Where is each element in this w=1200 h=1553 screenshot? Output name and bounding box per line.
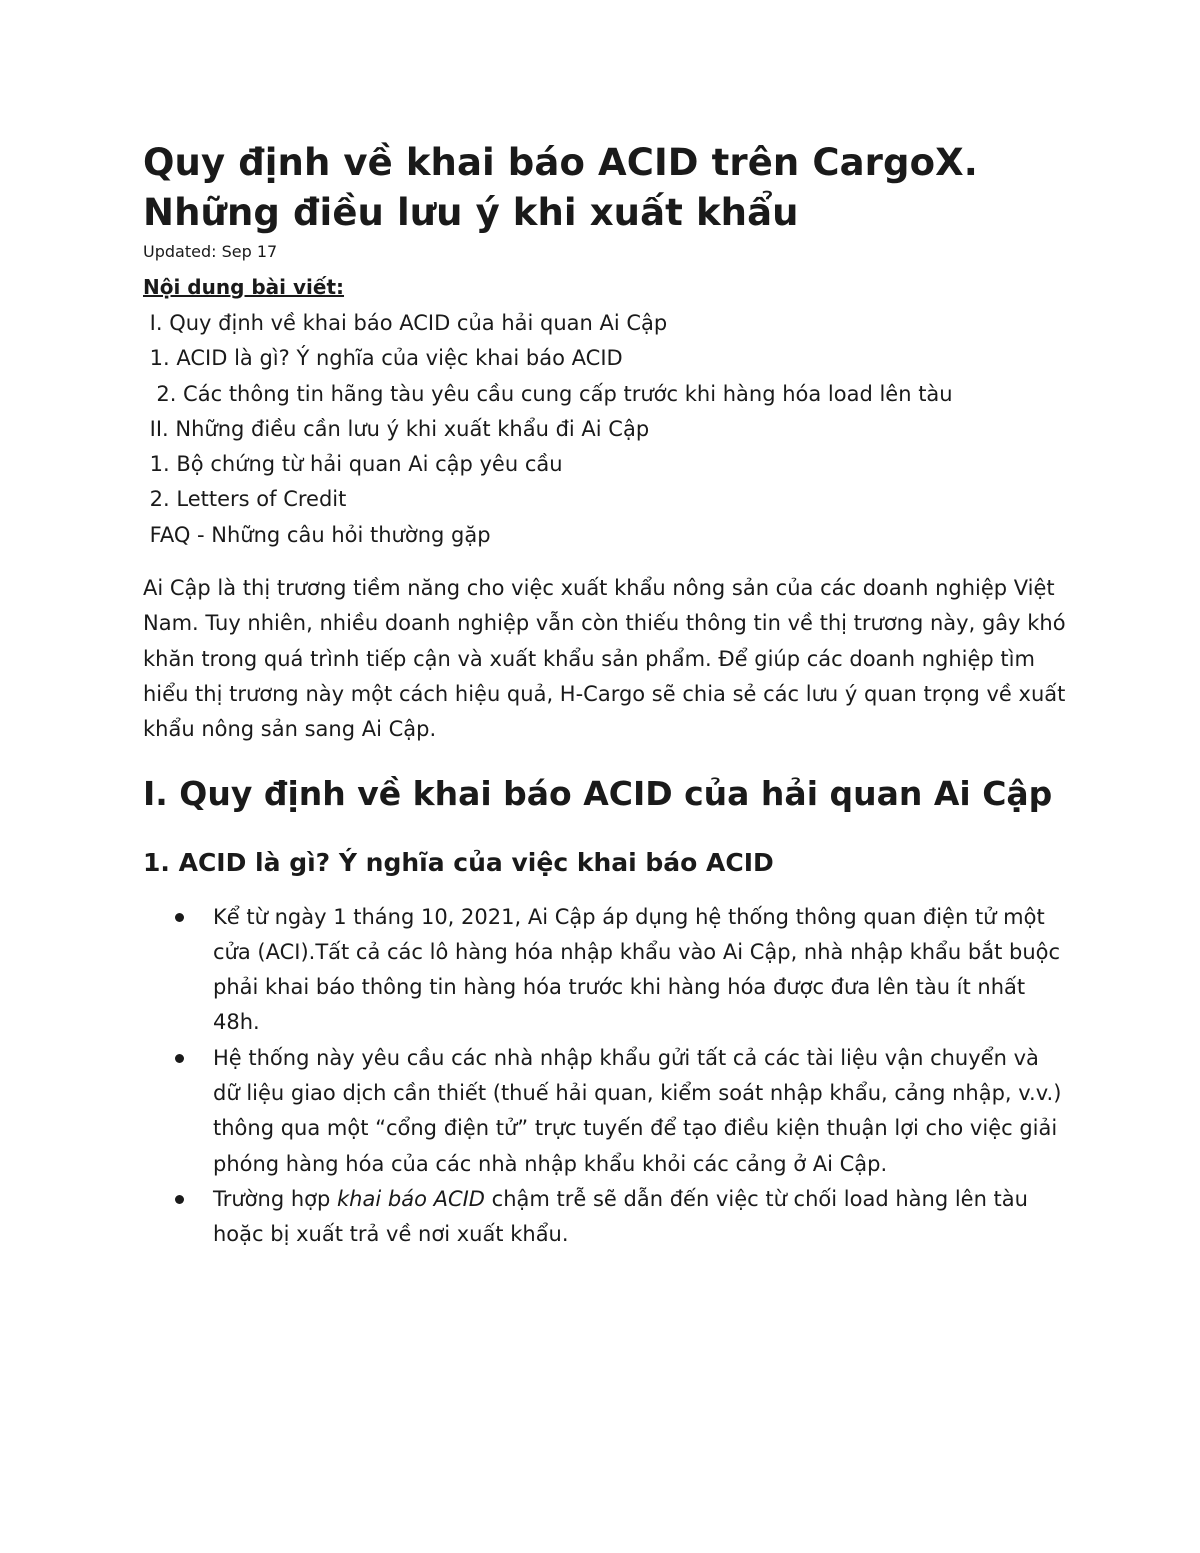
bullet-text: Kể từ ngày 1 tháng 10, 2021, Ai Cập áp dụng hệ thống thông quan điện tử một cửa (ACI).Tất cả các lô hàng hóa nhập khẩu vào Ai Cập, nhà nhập khẩu bắt buộc phải khai báo thông tin hàng hóa trước khi hàng hóa được đưa lên tàu ít nhất 48h. — [213, 904, 1061, 1035]
bullet-list — [143, 900, 1073, 1253]
toc-item[interactable]: 2. Các thông tin hãng tàu yêu cầu cung cấp trước khi hàng hóa load lên tàu — [143, 381, 953, 406]
bullet-dot-icon — [175, 913, 184, 922]
toc-item[interactable]: FAQ - Những câu hỏi thường gặp — [143, 522, 491, 547]
bullet-text-start: Trường hợp — [213, 1186, 338, 1211]
toc-item[interactable]: 1. ACID là gì? Ý nghĩa của việc khai báo ACID — [143, 346, 623, 371]
intro-paragraph: Ai Cập là thị trương tiềm năng cho việc xuất khẩu nông sản của các doanh nghiệp Việt Nam. Tuy nhiên, nhiều doanh nghiệp vẫn còn thiếu thông tin về thị trương này, gây khó khăn trong quá trình tiếp cận và xuất khẩu sản phẩm. Để giúp các doanh nghiệp tìm hiểu thị trương này một cách hiệu quả, H-Cargo sẽ chia sẻ các lưu ý quan trọng về xuất khẩu nông sản sang Ai Cập. — [143, 576, 1066, 742]
bullet-item — [213, 1182, 1073, 1253]
bullet-item — [213, 900, 1073, 1041]
toc-item[interactable]: 1. Bộ chứng từ hải quan Ai cập yêu cầu — [143, 452, 563, 477]
bullet-item — [213, 1041, 1073, 1182]
section-heading: I. Quy định về khai báo ACID của hải quan Ai Cập — [143, 773, 1053, 813]
bullet-text-end: chậm trễ sẽ dẫn đến việc từ chối load hàng lên tàu hoặc bị xuất trả về nơi xuất khẩu. — [213, 1186, 1028, 1247]
bullet-emphasis: khai báo ACID — [337, 1186, 485, 1211]
toc-item[interactable]: 2. Letters of Credit — [143, 487, 347, 512]
toc-heading: Nội dung bài viết: — [143, 275, 345, 299]
bullet-text: Hệ thống này yêu cầu các nhà nhập khẩu gửi tất cả các tài liệu vận chuyển và dữ liệu giao dịch cần thiết (thuế hải quan, kiểm soát nhập khẩu, cảng nhập, v.v.) thông qua một “cổng điện tử” trực tuyến để tạo điều kiện thuận lợi cho việc giải phóng hàng hóa của các nhà nhập khẩu khỏi các cảng ở Ai Cập. — [213, 1045, 1062, 1176]
toc-item[interactable]: I. Quy định về khai báo ACID của hải quan Ai Cập — [143, 311, 668, 335]
bullet-dot-icon — [175, 1195, 184, 1204]
bullet-dot-icon — [175, 1054, 184, 1063]
document-title: Quy định về khai báo ACID trên CargoX. Những điều lưu ý khi xuất khẩu — [143, 141, 978, 234]
subsection-heading: 1. ACID là gì? Ý nghĩa của việc khai báo ACID — [143, 847, 774, 877]
updated-date: Updated: Sep 17 — [143, 242, 278, 261]
table-of-contents — [143, 306, 1073, 553]
document-body — [143, 138, 1073, 1253]
toc-item[interactable]: II. Những điều cần lưu ý khi xuất khẩu đi Ai Cập — [143, 416, 650, 441]
